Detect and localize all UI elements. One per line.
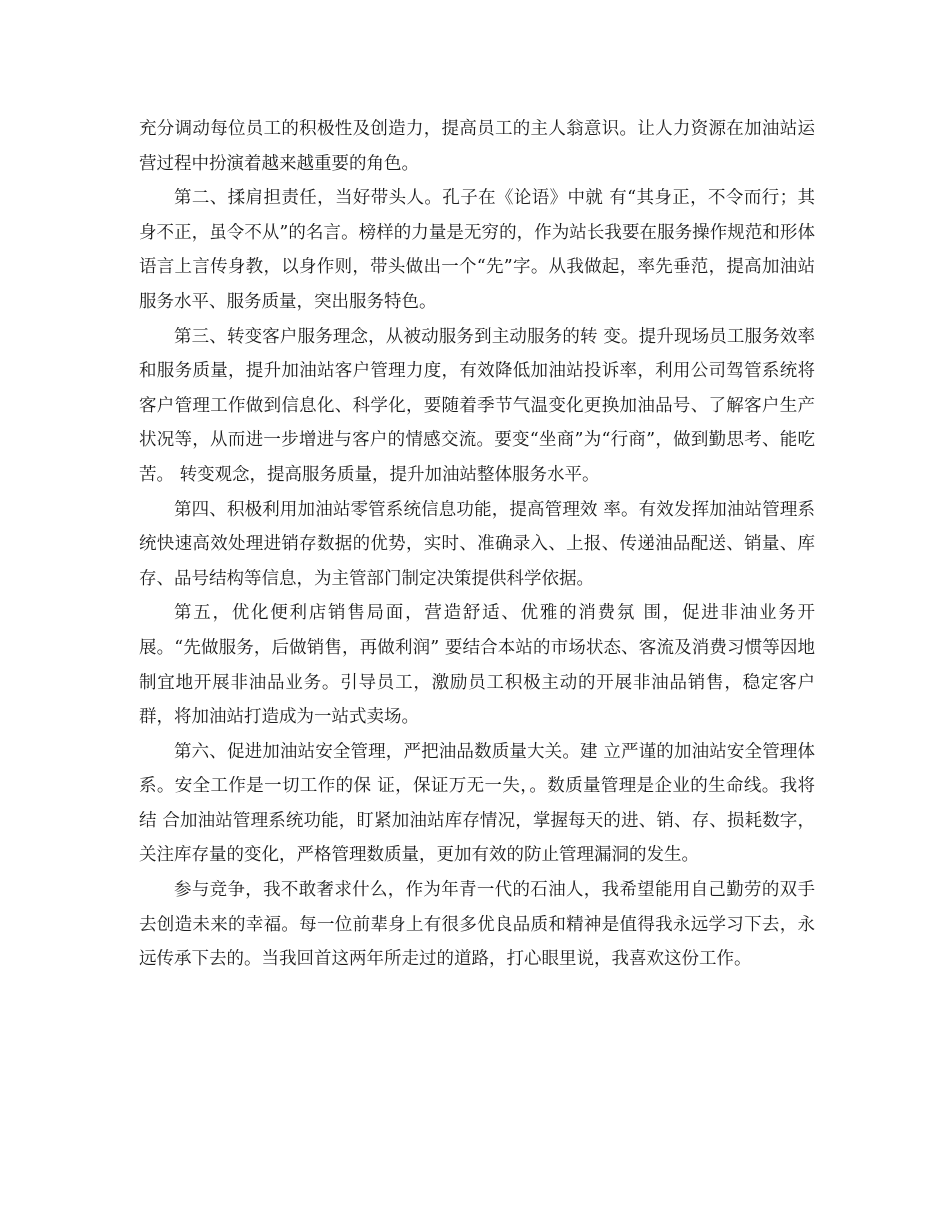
paragraph-4: 第四、积极利用加油站零管系统信息功能，提高管理效 率。有效发挥加油站管理系统快速高效处理进销存数据的优势，实时、准确录入、上报、传递油品配送、销量、库存、品号结构等信息，为主管部门制定决策提供科学依据。 xyxy=(139,499,815,589)
paragraph-6: 第六、促进加油站安全管理，严把油品数质量大关。建 立严谨的加油站安全管理体系。安全工作是一切工作的保 证，保证万无一失，。数质量管理是企业的生命线。我将结 合加油站管理系统功能，盯紧加油站库存情况，掌握每天的进、销、存、损耗数字，关注库存量的变化，严格管理数质量，更加有效的防止管理漏洞的发生。 xyxy=(139,741,815,866)
document-body xyxy=(139,112,815,977)
paragraph-5: 第五，优化便利店销售局面，营造舒适、优雅的消费氛 围，促进非油业务开展。“先做服务，后做销售，再做利润” 要结合本站的市场状态、客流及消费习惯等因地制宜地开展非油品业务。引导员工，激励员工积极主动的开展非油品销售，稳定客户群，将加油站打造成为一站式卖场。 xyxy=(139,603,815,728)
paragraph-3: 第三、转变客户服务理念，从被动服务到主动服务的转 变。提升现场员工服务效率和服务质量，提升加油站客户管理力度，有效降低加油站投诉率，利用公司驾管系统将客户管理工作做到信息化、科学化，要随着季节气温变化更换加油品号、了解客户生产状况等，从而进一步增进与客户的情感交流。要变“坐商”为“行商”，做到勤思考、能吃苦。 转变观念，提高服务质量，提升加油站整体服务水平。 xyxy=(139,326,815,485)
paragraph-7: 参与竞争，我不敢奢求什么，作为年青一代的石油人，我希望能用自己勤劳的双手去创造未来的幸福。每一位前辈身上有很多优良品质和精神是值得我永远学习下去，永远传承下去的。当我回首这两年所走过的道路，打心眼里说，我喜欢这份工作。 xyxy=(139,880,815,970)
paragraph-2: 第二、揉肩担责任，当好带头人。孔子在《论语》中就 有“其身正，不令而行；其身不正，虽令不从”的名言。榜样的力量是无穷的，作为站长我要在服务操作规范和形体语言上言传身教，以身作则，带头做出一个“先”字。从我做起，率先垂范，提高加油站服务水平、服务质量，突出服务特色。 xyxy=(139,188,815,312)
paragraph-1: 充分调动每位员工的积极性及创造力，提高员工的主人翁意识。让人力资源在加油站运营过程中扮演着越来越重要的角色。 xyxy=(139,119,815,174)
